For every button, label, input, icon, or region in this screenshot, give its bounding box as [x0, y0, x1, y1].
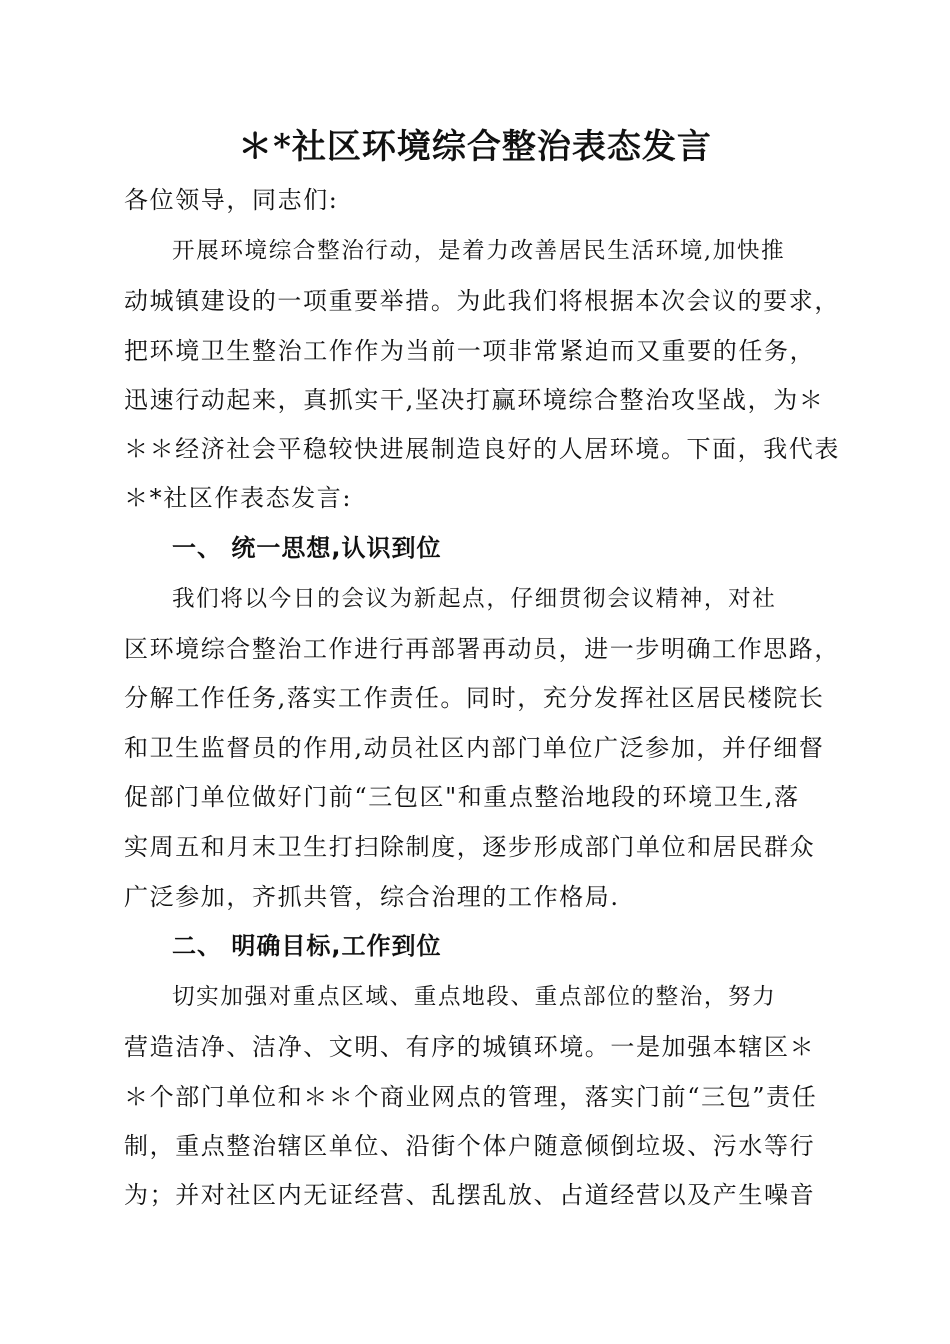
section1-paragraph-line: 促部门单位做好门前“三包区"和重点整治地段的环境卫生,落 [124, 783, 800, 811]
intro-paragraph-line: 开展环境综合整治行动，是着力改善居民生活环境,加快推 [172, 238, 786, 264]
section2-paragraph-line: ＊个部门单位和＊＊个商业网点的管理，落实门前“三包”责任 [124, 1083, 818, 1111]
intro-paragraph-line: ＊＊经济社会平稳较快进展制造良好的人居环境。下面，我代表 [124, 435, 840, 463]
section-heading-2: 二、 明确目标,工作到位 [172, 932, 442, 960]
section1-paragraph-line: 区环境综合整治工作进行再部署再动员，进一步明确工作思路， [124, 635, 840, 663]
section1-paragraph-line: 实周五和月末卫生打扫除制度，逐步形成部门单位和居民群众 [124, 833, 816, 861]
section-heading-1: 一、 统一思想,认识到位 [172, 534, 442, 562]
section1-paragraph-line: 我们将以今日的会议为新起点，仔细贯彻会议精神，对社 [172, 586, 777, 612]
intro-paragraph-line: ＊*社区作表态发言: [124, 484, 353, 512]
section1-paragraph-line: 广泛参加，齐抓共管，综合治理的工作格局. [124, 883, 620, 911]
section2-paragraph-line: 为；并对社区内无证经营、乱摆乱放、占道经营以及产生噪音 [124, 1181, 816, 1209]
section2-paragraph-line: 切实加强对重点区域、重点地段、重点部位的整治，努力 [172, 984, 777, 1010]
section1-paragraph-line: 分解工作任务,落实工作责任。同时，充分发挥社区居民楼院长 [124, 684, 825, 712]
document-title: ＊*社区环境综合整治表态发言 [238, 127, 712, 167]
intro-paragraph-line: 把环境卫生整治工作作为当前一项非常紧迫而又重要的任务， [124, 337, 816, 365]
intro-paragraph-line: 动城镇建设的一项重要举措。为此我们将根据本次会议的要求， [124, 287, 840, 315]
salutation: 各位领导，同志们: [124, 186, 339, 214]
section2-paragraph-line: 营造洁净、洁净、文明、有序的城镇环境。一是加强本辖区＊ [124, 1033, 816, 1061]
section1-paragraph-line: 和卫生监督员的作用,动员社区内部门单位广泛参加，并仔细督 [124, 734, 825, 762]
section2-paragraph-line: 制，重点整治辖区单位、沿街个体户随意倾倒垃圾、污水等行 [124, 1132, 816, 1160]
intro-paragraph-line: 迅速行动起来，真抓实干,坚决打赢环境综合整治攻坚战，为＊ [124, 386, 825, 414]
